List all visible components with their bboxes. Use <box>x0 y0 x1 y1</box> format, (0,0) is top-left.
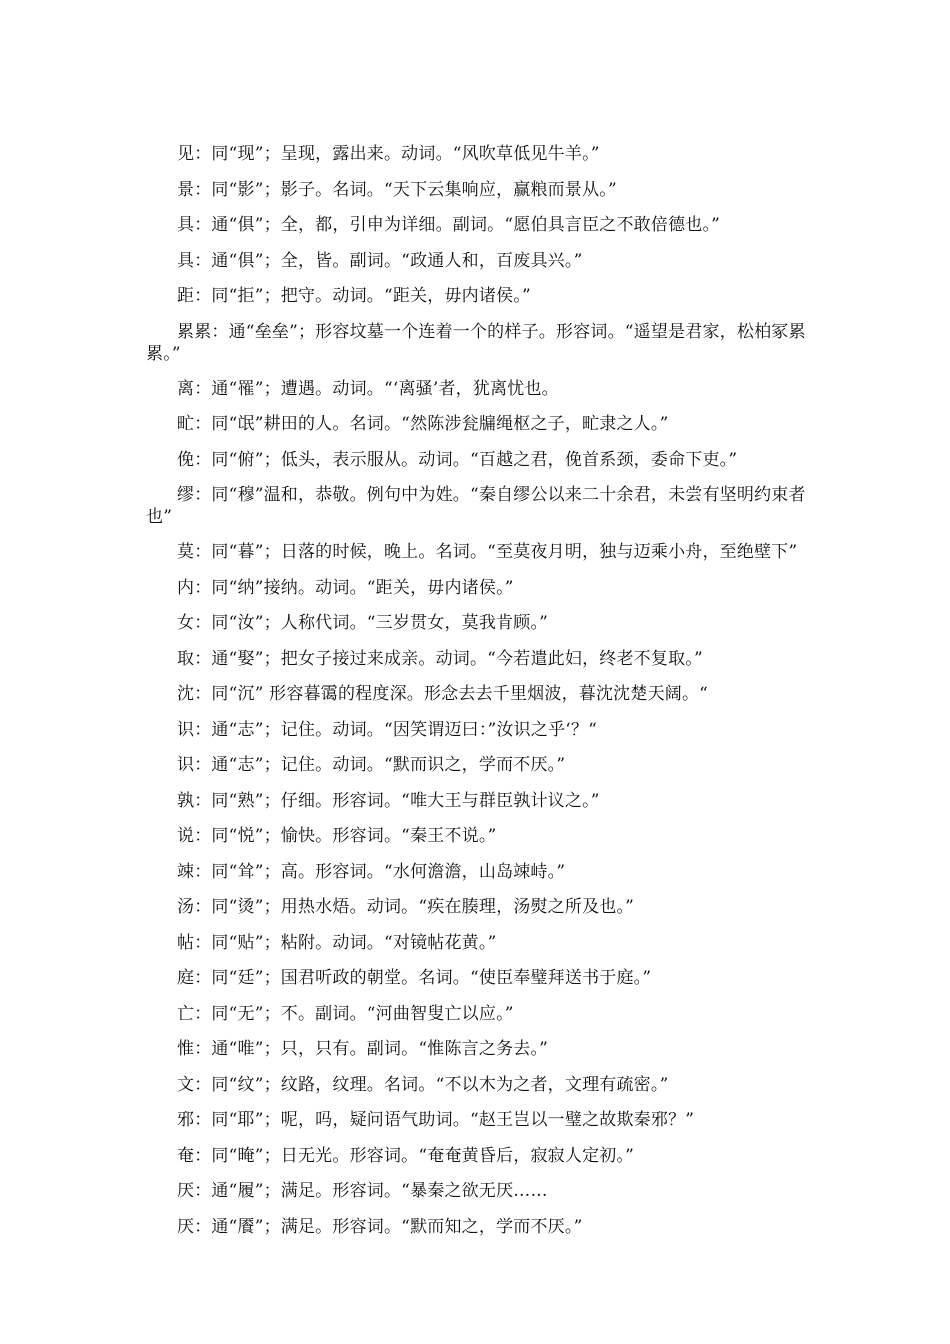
glossary-entry: 景：同“影”；影子。名词。“天下云集响应，赢粮而景从。” <box>177 179 617 200</box>
glossary-entry: 见：同“现”；呈现，露出来。动词。“风吹草低见牛羊。” <box>177 144 600 164</box>
glossary-entry: 具：通“俱”；全，皆。副词。“政通人和，百废具兴。” <box>177 250 583 271</box>
glossary-entry: 竦：同“耸”；高。形容词。“水何澹澹，山岛竦峙。” <box>177 861 566 882</box>
glossary-entry: 沈：同“沉” 形容暮霭的程度深。形念去去千里烟波，暮沈沈楚天阔。“ <box>177 684 709 704</box>
glossary-entry: 帖：同“贴”；粘附。动词。“对镜帖花黄。” <box>177 932 497 953</box>
glossary-entry: 识：通“志”；记住。动词。“因笑谓迈曰：”汝识之乎‘？“ <box>177 719 597 740</box>
glossary-entry: 俛：同“俯”；低头，表示服从。动词。“百越之君，俛首系颈，委命下吏。” <box>177 449 738 470</box>
glossary-entry: 说：同“悦”；愉快。形容词。“秦王不说。” <box>177 826 497 846</box>
glossary-entry: 取：通“娶”；把女子接过来成亲。动词。“今若遣此妇，终老不复取。” <box>177 648 703 669</box>
glossary-entry: 汤：同“烫”；用热水焐。动词。“疾在腠理，汤熨之所及也。” <box>177 897 635 917</box>
glossary-entry: 离：通“罹”；遭遇。动词。“‘离骚’者，犹离忧也。 <box>177 378 559 399</box>
glossary-entry: 甿：同“氓”耕田的人。名词。“然陈涉瓮牖绳枢之子，甿隶之人。” <box>177 414 669 434</box>
glossary-entry: 庭：同“廷”；国君听政的朝堂。名词。“使臣奉璧拜送书于庭。” <box>177 968 652 988</box>
glossary-entry: 亡：同“无”；不。副词。“河曲智叟亡以应。” <box>177 1003 514 1024</box>
glossary-entry: 缪：同“穆”温和，恭敬。例句中为姓。“秦自缪公以来二十余君，未尝有坚明约束者也” <box>146 485 806 527</box>
glossary-list <box>146 137 826 1245</box>
glossary-entry: 距：同“拒”；把守。动词。“距关，毋内诸侯。” <box>177 286 531 306</box>
glossary-entry: 惟：通“唯”；只，只有。副词。“惟陈言之务去。” <box>177 1039 549 1059</box>
glossary-entry: 厌：通“餍”；满足。形容词。“默而知之，学而不厌。” <box>177 1216 583 1237</box>
glossary-entry: 厌：通“履”；满足。形容词。“暴秦之欲无厌…… <box>177 1181 548 1201</box>
glossary-entry: 莫：同“暮”；日落的时候，晚上。名词。“至莫夜月明，独与迈乘小舟，至绝壁下” <box>177 542 798 562</box>
glossary-entry: 内：同“纳”接纳。动词。“距关，毋内诸侯。” <box>177 577 514 598</box>
glossary-entry: 邪：同“耶”；呢，吗，疑问语气助词。“赵王岂以一璧之故欺秦邪？” <box>177 1110 695 1130</box>
glossary-entry: 孰：同“熟”；仔细。形容词。“唯大王与群臣孰计议之。” <box>177 790 600 811</box>
glossary-entry: 文：同“纹”；纹路，纹理。名词。“不以木为之者，文理有疏密。” <box>177 1074 669 1095</box>
glossary-entry: 奄：同“晻”；日无光。形容词。“奄奄黄昏后，寂寂人定初。” <box>177 1145 635 1166</box>
glossary-entry: 女：同“汝”；人称代词。“三岁贯女，莫我肯顾。” <box>177 613 549 633</box>
glossary-entry: 识：通“志”；记住。动词。“默而识之，学而不厌。” <box>177 755 566 775</box>
glossary-entry: 具：通“俱”；全，都，引申为详细。副词。“愿伯具言臣之不敢倍德也。” <box>177 215 721 235</box>
glossary-entry: 累累：通“垒垒”；形容坟墓一个连着一个的样子。形容词。“遥望是君家，松柏冢累累。” <box>146 321 806 364</box>
